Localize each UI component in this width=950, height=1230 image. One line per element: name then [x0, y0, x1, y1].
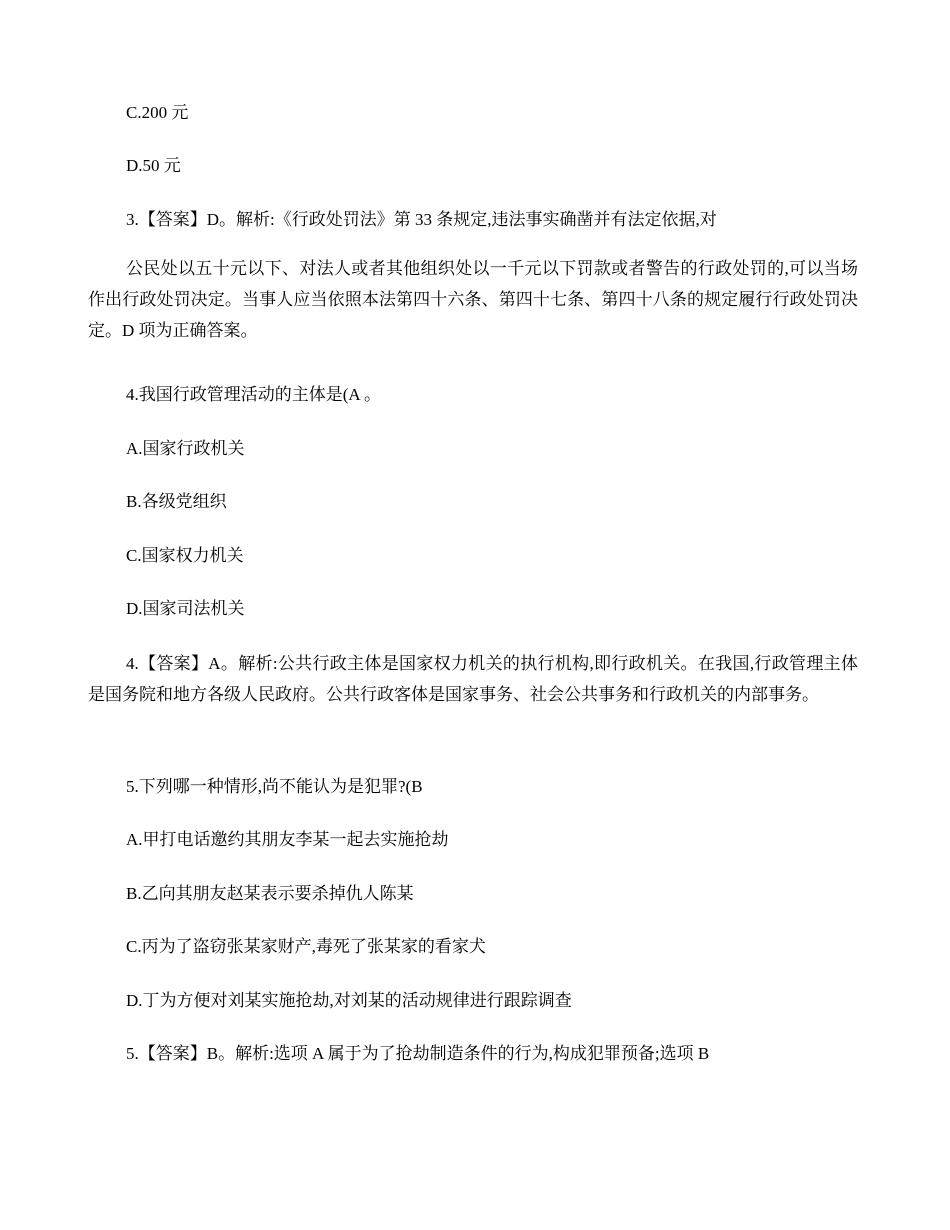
q2-option-d: D.50 元 — [126, 156, 181, 175]
q2-option-c: C.200 元 — [126, 103, 189, 122]
q5-option-c: C.丙为了盗窃张某家财产,毒死了张某家的看家犬 — [126, 937, 486, 956]
q5-option-d: D.丁为方便对刘某实施抢劫,对刘某的活动规律进行跟踪调查 — [126, 991, 572, 1010]
q5-answer: 5.【答案】B。解析:选项 A 属于为了抢劫制造条件的行为,构成犯罪预备;选项 B — [126, 1044, 710, 1063]
q5-option-b: B.乙向其朋友赵某表示要杀掉仇人陈某 — [126, 884, 414, 903]
q4-option-b: B.各级党组织 — [126, 492, 227, 511]
q5-option-a: A.甲打电话邀约其朋友李某一起去实施抢劫 — [126, 830, 449, 849]
q4-answer: 4.【答案】A。解析:公共行政主体是国家权力机关的执行机构,即行政机关。在我国,行政管理主体是国务院和地方各级人民政府。公共行政客体是国家事务、社会公共事务和行政机关的内部事务。 — [88, 654, 858, 704]
q3-answer-body: 公民处以五十元以下、对法人或者其他组织处以一千元以下罚款或者警告的行政处罚的,可以当场作出行政处罚决定。当事人应当依照本法第四十六条、第四十七条、第四十八条的规定履行行政处罚决定。D 项为正确答案。 — [88, 259, 858, 340]
q4-option-a: A.国家行政机关 — [126, 439, 245, 458]
q3-answer-lead: 3.【答案】D。解析:《行政处罚法》第 33 条规定,违法事实确凿并有法定依据,对 — [126, 210, 717, 229]
q5-question: 5.下列哪一种情形,尚不能认为是犯罪?(B — [126, 777, 423, 796]
q4-question: 4.我国行政管理活动的主体是(A 。 — [126, 385, 381, 404]
q4-option-c: C.国家权力机关 — [126, 546, 244, 565]
q4-option-d: D.国家司法机关 — [126, 599, 245, 618]
